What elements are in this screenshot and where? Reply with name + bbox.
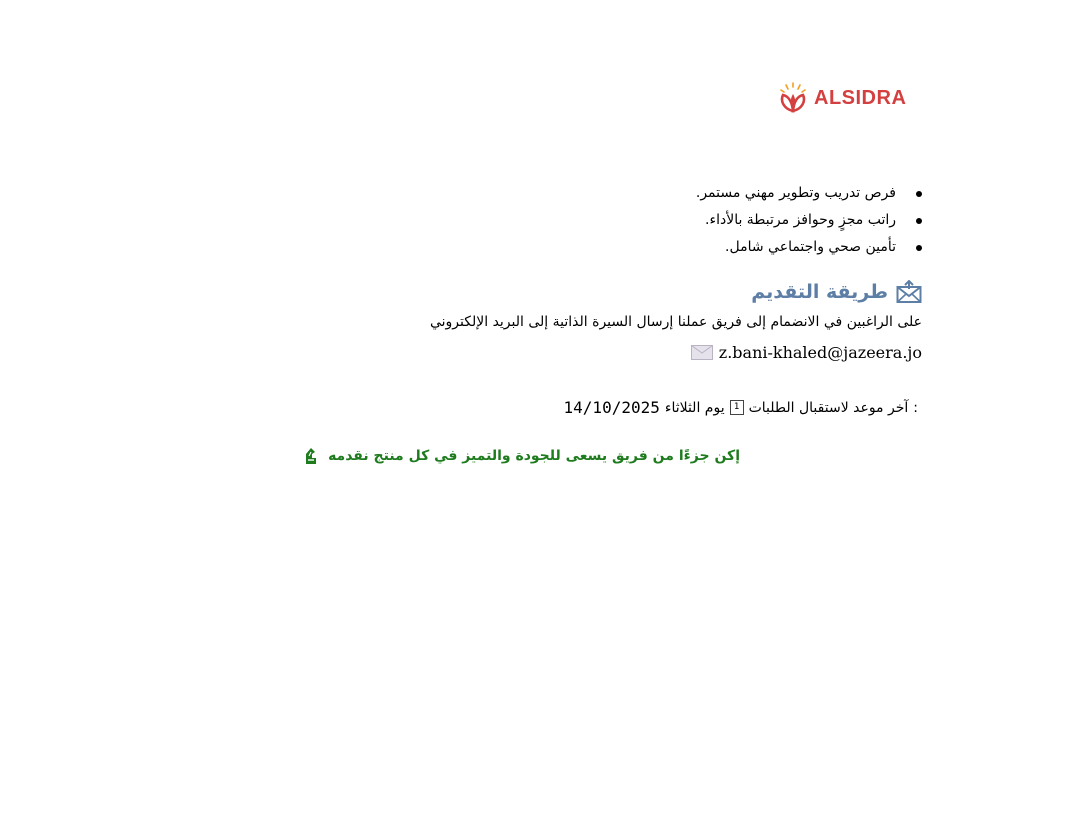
benefits-list — [696, 180, 922, 261]
apply-heading — [751, 280, 922, 304]
deadline-day: يوم الثلاثاء — [664, 399, 725, 416]
benefit-text: راتب مجزٍ وحوافز مرتبطة بالأداء. — [705, 212, 896, 228]
mail-icon — [691, 345, 713, 360]
envelope-icon — [896, 280, 922, 304]
logo-text: ALSIDRA — [814, 86, 907, 109]
apply-description: على الراغبين في الانضمام إلى فريق عملنا إرسال السيرة الذاتية إلى البريد الإلكتروني — [429, 314, 922, 330]
deadline-suffix: : — [913, 399, 918, 416]
benefit-text: فرص تدريب وتطوير مهني مستمر. — [695, 185, 896, 201]
apply-heading-text: طريقة التقديم — [751, 281, 888, 303]
deadline-date: 14/10/2025 — [563, 398, 660, 417]
list-item — [696, 234, 922, 261]
slogan-text: إكن جزءًا من فريق يسعى للجودة والتميز في كل منتج نقدمه — [328, 448, 740, 464]
company-logo — [776, 78, 912, 118]
benefit-text: تأمين صحي واجتماعي شامل. — [725, 239, 896, 255]
bullet-icon — [916, 245, 922, 251]
logo-flower-icon — [776, 81, 810, 115]
deadline-row — [564, 398, 918, 417]
slogan — [302, 446, 740, 466]
deadline-label: آخر موعد لاستقبال الطلبات — [748, 399, 909, 416]
bullet-icon — [916, 191, 922, 197]
email-row — [691, 343, 922, 362]
calendar-icon: 1 — [730, 400, 744, 415]
recycle-icon — [302, 446, 320, 466]
email-link[interactable]: z.bani-khaled@jazeera.jo — [718, 343, 922, 362]
list-item — [696, 207, 922, 234]
list-item — [696, 180, 922, 207]
bullet-icon — [916, 218, 922, 224]
